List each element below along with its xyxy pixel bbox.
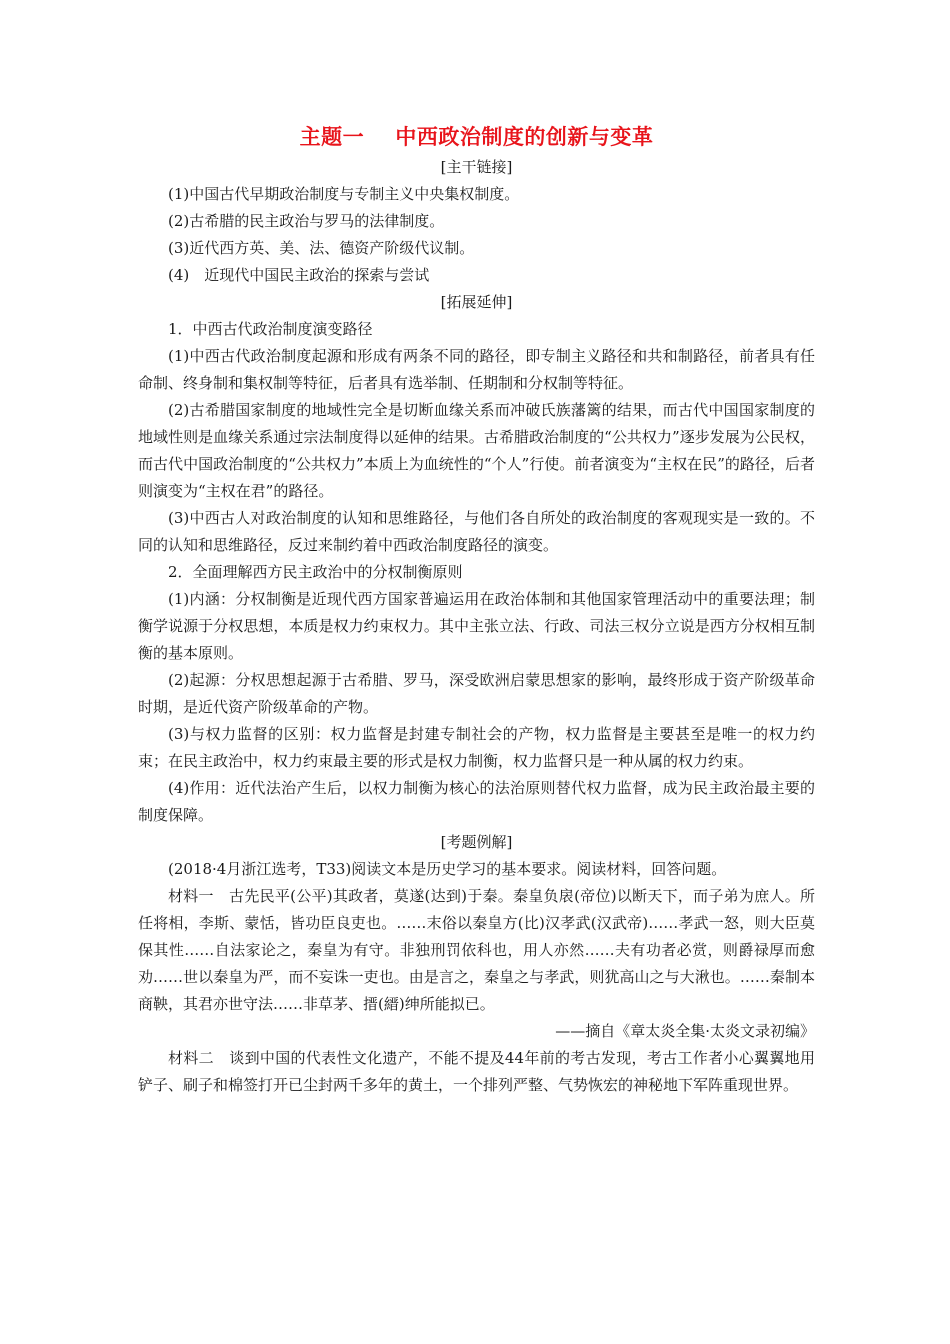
main-links-section [138, 154, 815, 289]
main-link-item: (2)古希腊的民主政治与罗马的法律制度。 [168, 212, 445, 230]
extension-subheading: 2．全面理解西方民主政治中的分权制衡原则 [168, 563, 463, 581]
example-section [138, 829, 815, 1099]
extension-paragraph: (2)古希腊国家制度的地域性完全是切断血缘关系而冲破氏族藩篱的结果，而古代中国国家制度的地域性则是血缘关系通过宗法制度得以延伸的结果。古希腊政治制度的“公共权力”逐步发展为公民权，而古代中国政治制度的“公共权力”本质上为血统性的“个人”行使。前者演变为“主权在民”的路径，后者则演变为“主权在君”的路径。 [138, 401, 815, 500]
extension-paragraph: (1)中西古代政治制度起源和形成有两条不同的路径，即专制主义路径和共和制路径，前者具有任命制、终身制和集权制等特征，后者具有选举制、任期制和分权制等特征。 [138, 347, 815, 392]
extension-subheading: 1．中西古代政治制度演变路径 [168, 320, 373, 338]
extension-section [138, 289, 815, 829]
extension-heading: [拓展延伸] [440, 293, 513, 311]
extension-paragraph: (1)内涵：分权制衡是近现代西方国家普遍运用在政治体制和其他国家管理活动中的重要法理；制衡学说源于分权思想，本质是权力约束权力。其中主张立法、行政、司法三权分立说是西方分权相互制衡的基本原则。 [138, 590, 815, 662]
main-link-item: (3)近代西方英、美、法、德资产阶级代议制。 [168, 239, 475, 257]
extension-paragraph: (2)起源：分权思想起源于古希腊、罗马，深受欧洲启蒙思想家的影响，最终形成于资产阶级革命时期，是近代资产阶级革命的产物。 [138, 671, 815, 716]
extension-paragraph: (4)作用：近代法治产生后，以权力制衡为核心的法治原则替代权力监督，成为民主政治最主要的制度保障。 [138, 779, 815, 824]
extension-paragraph: (3)与权力监督的区别：权力监督是封建专制社会的产物，权力监督是主要甚至是唯一的权力约束；在民主政治中，权力约束最主要的形式是权力制衡，权力监督只是一种从属的权力约束。 [138, 725, 815, 770]
example-intro: (2018·4月浙江选考，T33)阅读文本是历史学习的基本要求。阅读材料，回答问题。 [168, 860, 727, 878]
main-link-item: (4) 近现代中国民主政治的探索与尝试 [168, 266, 430, 284]
main-links-heading: [主干链接] [440, 158, 513, 176]
material-attribution: ——摘自《章太炎全集·太炎文录初编》 [555, 1022, 815, 1040]
main-link-item: (1)中国古代早期政治制度与专制主义中央集权制度。 [168, 185, 520, 203]
material-two: 材料二 谈到中国的代表性文化遗产，不能不提及44年前的考古发现，考古工作者小心翼翼地用铲子、刷子和棉签打开已尘封两千多年的黄土，一个排列严整、气势恢宏的神秘地下军阵重现世界。 [138, 1049, 815, 1094]
material-one: 材料一 古先民平(公平)其政者，莫遂(达到)于秦。秦皇负扆(帝位)以断天下，而子弟为庶人。所任将相，李斯、蒙恬，皆功臣良吏也。……末俗以秦皇方(比)汉孝武(汉武帝)……孝武一怒，则大臣莫保其性……自法家论之，秦皇为有守。非独刑罚依科也，用人亦然……夫有功者必赏，则爵禄厚而愈劝……世以秦皇为严，而不妄诛一吏也。由是言之，秦皇之与孝武，则犹高山之与大湫也。……秦制本商鞅，其君亦世守法……非草茅、搢(縉)绅所能拟已。 [138, 887, 815, 1013]
page-title: 主题一 中西政治制度的创新与变革 [299, 125, 654, 149]
extension-paragraph: (3)中西古人对政治制度的认知和思维路径，与他们各自所处的政治制度的客观现实是一致的。不同的认知和思维路径，反过来制约着中西政治制度路径的演变。 [138, 509, 815, 554]
example-heading: [考题例解] [440, 833, 513, 851]
document-page [138, 122, 815, 1099]
